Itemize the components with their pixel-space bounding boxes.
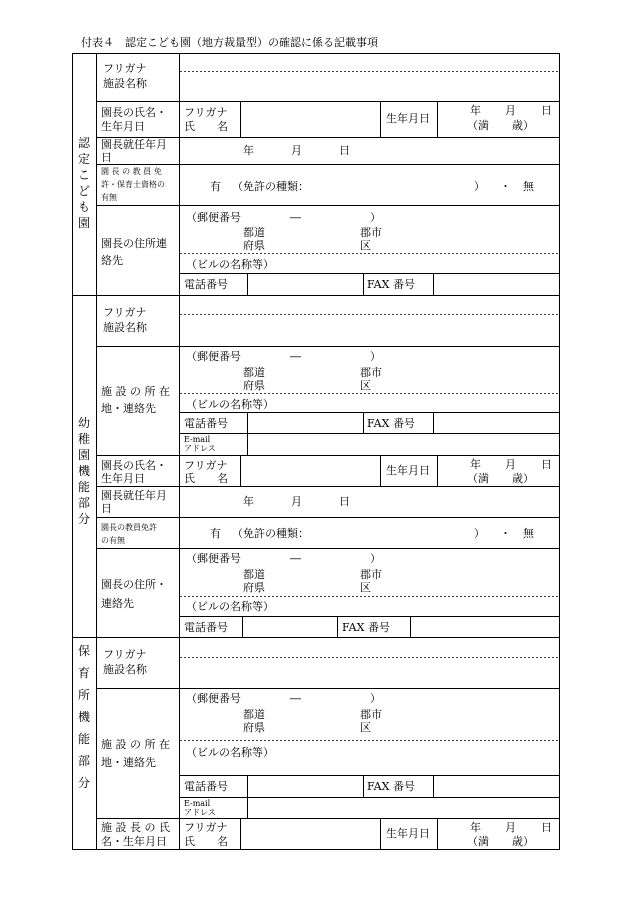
director-name-dob-label: 生年月日	[101, 120, 145, 133]
location-label: 地・連絡先	[101, 402, 156, 415]
month-label: 月	[291, 495, 302, 508]
building-label: （ビルの名称等）	[186, 600, 274, 613]
fax-field[interactable]	[434, 776, 558, 796]
director-name-field[interactable]	[241, 102, 379, 136]
address-label: 絡先	[101, 254, 123, 267]
section-label-char: 分	[77, 512, 90, 526]
section-label-char: 稚	[77, 432, 90, 446]
section-label-char: 分	[77, 776, 90, 790]
section-label-char: も	[77, 200, 90, 214]
ward-label: 区	[360, 239, 371, 252]
director-name-dob-label: 園長の氏名・	[101, 106, 167, 119]
license-yes[interactable]: 有	[210, 527, 221, 540]
email-field[interactable]	[248, 798, 558, 817]
age-open: （満	[467, 472, 489, 485]
fax-label: FAX 番号	[367, 278, 415, 291]
dob-label: 生年月日	[386, 112, 430, 125]
postal-dash: ―	[290, 211, 301, 224]
section-label-char: 部	[77, 496, 90, 510]
age-open: （満	[467, 835, 489, 848]
license-label: 園長の教員免許	[101, 523, 157, 532]
furigana-label: フリガナ	[103, 648, 147, 661]
postal-open: （郵便番号	[186, 692, 241, 705]
postal-dash: ―	[290, 350, 301, 363]
day-label: 日	[541, 821, 552, 834]
age-close: 歳）	[512, 472, 534, 485]
facility-name-field[interactable]	[180, 73, 558, 100]
license-no[interactable]: 無	[523, 180, 534, 193]
postal-close: ）	[370, 692, 381, 705]
dob-label: 生年月日	[386, 464, 430, 477]
section-label-char: 所	[77, 688, 90, 702]
tel-field[interactable]	[248, 776, 362, 796]
postal-dash: ―	[290, 552, 301, 565]
building-label: （ビルの名称等）	[186, 398, 274, 411]
fax-field[interactable]	[434, 413, 558, 433]
tel-label: 電話番号	[184, 278, 228, 291]
day-label: 日	[541, 458, 552, 471]
license-type-label: （免許の種類：	[232, 527, 309, 540]
facility-name-label: 施設名称	[103, 77, 147, 90]
license-label: 有無	[101, 193, 117, 202]
separator-dot: ・	[500, 527, 511, 540]
head-name-field[interactable]	[241, 819, 379, 849]
prefecture-label: 都道	[243, 226, 265, 239]
location-label: 施 設 の 所 在	[101, 738, 170, 751]
furigana-label: フリガナ	[184, 459, 228, 472]
month-label: 月	[505, 458, 516, 471]
close-paren: ）	[474, 527, 485, 540]
name-label: 氏 名	[184, 472, 228, 485]
tel-field[interactable]	[243, 617, 336, 637]
license-label: の有無	[101, 536, 125, 545]
prefecture-label: 府県	[243, 581, 265, 594]
fax-label: FAX 番号	[367, 417, 415, 430]
license-no[interactable]: 無	[523, 527, 534, 540]
building-label: （ビルの名称等）	[186, 746, 274, 759]
tel-label: 電話番号	[184, 621, 228, 634]
prefecture-label: 府県	[243, 239, 265, 252]
city-label: 郡市	[360, 568, 382, 581]
year-label: 年	[470, 821, 481, 834]
year-label: 年	[470, 104, 481, 117]
year-label: 年	[243, 495, 254, 508]
address-label: 園長の住所・	[101, 578, 167, 591]
separator-dot: ・	[500, 180, 511, 193]
name-label: 氏 名	[184, 120, 228, 133]
prefecture-label: 府県	[243, 721, 265, 734]
age-close: 歳）	[512, 119, 534, 132]
postal-open: （郵便番号	[186, 552, 241, 565]
month-label: 月	[505, 104, 516, 117]
furigana-field[interactable]	[180, 60, 558, 70]
ward-label: 区	[360, 721, 371, 734]
section-label-char: 機	[77, 710, 90, 724]
email-field[interactable]	[248, 434, 558, 454]
tel-label: 電話番号	[184, 417, 228, 430]
fax-field[interactable]	[411, 617, 558, 637]
year-label: 年	[243, 144, 254, 157]
prefecture-label: 都道	[243, 366, 265, 379]
prefecture-label: 府県	[243, 379, 265, 392]
section-label-char: 園	[77, 216, 90, 230]
license-type-label: （免許の種類：	[232, 180, 309, 193]
tenure-label: 園長就任年月	[101, 138, 167, 151]
postal-close: ）	[370, 350, 381, 363]
name-label: 氏 名	[184, 835, 228, 848]
facility-name-field[interactable]	[180, 316, 558, 345]
city-label: 郡市	[360, 226, 382, 239]
furigana-label: フリガナ	[103, 62, 147, 75]
head-name-dob-label: 名・生年月日	[101, 835, 167, 848]
tel-field[interactable]	[248, 274, 362, 294]
month-label: 月	[291, 144, 302, 157]
prefecture-label: 都道	[243, 708, 265, 721]
license-yes[interactable]: 有	[210, 180, 221, 193]
furigana-label: フリガナ	[184, 821, 228, 834]
head-name-dob-label: 施 設 長 の 氏	[101, 821, 170, 834]
section-label-char: 園	[77, 448, 90, 462]
prefecture-label: 都道	[243, 568, 265, 581]
tel-field[interactable]	[248, 413, 362, 433]
furigana-label: フリガナ	[103, 306, 147, 319]
section-label-char: 能	[77, 480, 90, 494]
ward-label: 区	[360, 379, 371, 392]
section-label-char: こ	[77, 168, 90, 182]
postal-open: （郵便番号	[186, 211, 241, 224]
facility-name-field[interactable]	[180, 659, 558, 687]
postal-close: ）	[370, 211, 381, 224]
fax-label: FAX 番号	[367, 780, 415, 793]
tenure-label: 園長就任年月	[101, 489, 167, 502]
day-label: 日	[339, 144, 350, 157]
email-label: アドレス	[184, 444, 216, 453]
city-label: 郡市	[360, 366, 382, 379]
section-label-char: 機	[77, 464, 90, 478]
age-close: 歳）	[512, 835, 534, 848]
section-label-char: 育	[77, 666, 90, 680]
dob-label: 生年月日	[386, 827, 430, 840]
age-open: （満	[467, 119, 489, 132]
day-label: 日	[541, 104, 552, 117]
section-label-char: ど	[77, 184, 90, 198]
postal-open: （郵便番号	[186, 350, 241, 363]
postal-close: ）	[370, 552, 381, 565]
email-label: アドレス	[184, 808, 216, 817]
license-label: 園 長 の 教 員 免	[101, 167, 162, 176]
postal-dash: ―	[290, 692, 301, 705]
tel-label: 電話番号	[184, 780, 228, 793]
building-label: （ビルの名称等）	[186, 258, 274, 271]
facility-name-label: 施設名称	[103, 663, 147, 676]
location-label: 施 設 の 所 在	[101, 385, 170, 398]
page-title: 付表４ 認定こども園（地方裁量型）の確認に係る記載事項	[81, 36, 378, 49]
director-name-dob-label: 園長の氏名・	[101, 459, 167, 472]
tenure-label: 日	[101, 151, 112, 164]
address-label: 園長の住所連	[101, 237, 167, 250]
section-label-char: 認	[77, 136, 90, 150]
furigana-label: フリガナ	[184, 106, 228, 119]
tenure-label: 日	[101, 502, 112, 515]
fax-label: FAX 番号	[342, 621, 390, 634]
day-label: 日	[339, 495, 350, 508]
facility-name-label: 施設名称	[103, 321, 147, 334]
year-label: 年	[470, 458, 481, 471]
section-label-char: 能	[77, 732, 90, 746]
director-name-field[interactable]	[241, 456, 379, 485]
email-label: E-mail	[184, 435, 211, 444]
section-label-char: 幼	[77, 416, 90, 430]
ward-label: 区	[360, 581, 371, 594]
section-label-char: 定	[77, 152, 90, 166]
city-label: 郡市	[360, 708, 382, 721]
location-label: 地・連絡先	[101, 756, 156, 769]
license-label: 許・保育士資格の	[101, 180, 165, 189]
section-label-char: 保	[77, 644, 90, 658]
fax-field[interactable]	[434, 274, 558, 294]
director-name-dob-label: 生年月日	[101, 472, 145, 485]
month-label: 月	[505, 821, 516, 834]
address-label: 連絡先	[101, 597, 134, 610]
email-label: E-mail	[184, 799, 211, 808]
close-paren: ）	[474, 180, 485, 193]
section-label-char: 部	[77, 754, 90, 768]
